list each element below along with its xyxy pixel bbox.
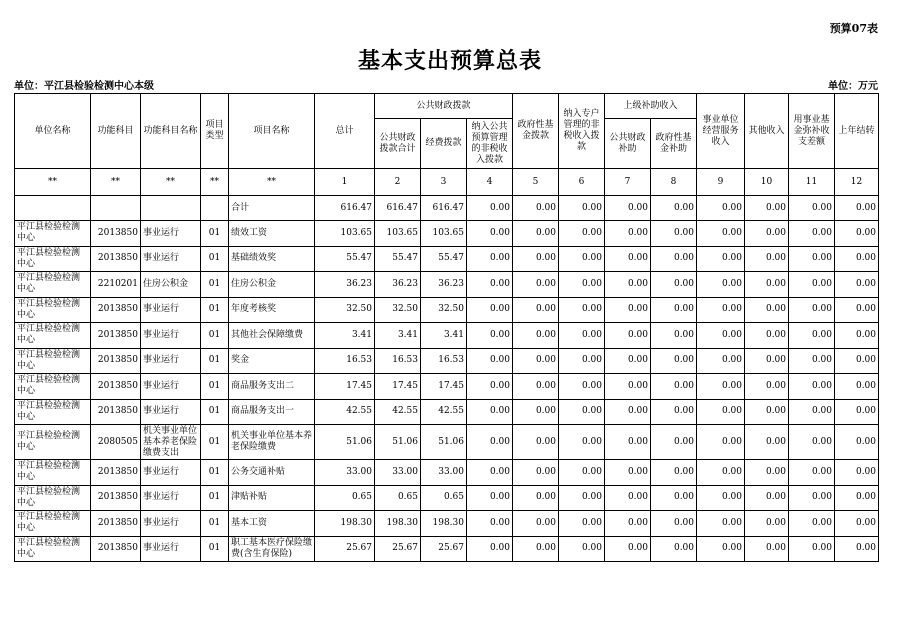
amount-cell: 55.47 [315, 246, 375, 272]
proj-type-cell: 01 [201, 221, 229, 247]
proj-type-cell: 01 [201, 399, 229, 425]
amount-cell: 0.00 [835, 246, 879, 272]
proj-name-cell: 津贴补贴 [229, 485, 315, 511]
amount-cell: 103.65 [375, 221, 421, 247]
amount-cell: 0.00 [835, 511, 879, 537]
table-row [15, 460, 879, 486]
amount-cell: 0.00 [513, 323, 559, 349]
amount-cell: 0.00 [467, 374, 513, 400]
amount-cell: 0.00 [835, 323, 879, 349]
amount-cell: 0.00 [651, 196, 697, 221]
amount-cell: 0.00 [697, 272, 745, 298]
index-cell: 5 [513, 169, 559, 196]
amount-cell: 0.00 [651, 297, 697, 323]
amount-cell: 0.00 [789, 323, 835, 349]
amount-cell: 0.00 [605, 272, 651, 298]
amount-cell: 0.00 [697, 297, 745, 323]
index-cell: ** [91, 169, 141, 196]
proj-type-cell: 01 [201, 297, 229, 323]
amount-cell: 42.55 [421, 399, 467, 425]
amount-cell: 0.00 [467, 399, 513, 425]
proj-name-cell: 商品服务支出二 [229, 374, 315, 400]
func-code-cell: 2013850 [91, 399, 141, 425]
proj-name-cell: 基础绩效奖 [229, 246, 315, 272]
func-code-cell: 2013850 [91, 323, 141, 349]
proj-type-cell: 01 [201, 323, 229, 349]
proj-name-cell: 商品服务支出一 [229, 399, 315, 425]
amount-cell: 0.00 [745, 221, 789, 247]
amount-cell: 3.41 [421, 323, 467, 349]
amount-cell: 0.00 [467, 196, 513, 221]
amount-cell: 0.00 [651, 536, 697, 562]
amount-cell: 36.23 [375, 272, 421, 298]
amount-cell: 51.06 [421, 425, 467, 460]
amount-cell: 0.00 [559, 374, 605, 400]
amount-cell: 0.00 [651, 348, 697, 374]
amount-cell: 0.00 [605, 221, 651, 247]
amount-cell: 0.00 [745, 297, 789, 323]
amount-cell: 17.45 [375, 374, 421, 400]
func-name-cell: 事业运行 [141, 536, 201, 562]
unit-name-cell: 平江县检验检测中心 [15, 323, 91, 349]
table-row [15, 348, 879, 374]
unit-name-cell: 平江县检验检测中心 [15, 399, 91, 425]
func-name-cell: 住房公积金 [141, 272, 201, 298]
amount-cell: 0.00 [651, 485, 697, 511]
amount-cell: 0.00 [697, 425, 745, 460]
amount-cell: 0.00 [697, 196, 745, 221]
amount-cell: 0.00 [467, 323, 513, 349]
func-code-cell: 2013850 [91, 221, 141, 247]
amount-cell: 0.00 [605, 196, 651, 221]
amount-cell: 0.00 [559, 511, 605, 537]
table-row [15, 536, 879, 562]
amount-cell: 0.00 [467, 485, 513, 511]
amount-cell: 0.00 [651, 246, 697, 272]
header-unit-name: 单位名称 [15, 94, 91, 169]
amount-cell: 0.00 [789, 511, 835, 537]
index-cell: 8 [651, 169, 697, 196]
proj-type-cell: 01 [201, 272, 229, 298]
proj-type-cell: 01 [201, 536, 229, 562]
unit-name-cell: 平江县检验检测中心 [15, 425, 91, 460]
index-cell: 1 [315, 169, 375, 196]
amount-cell: 0.00 [605, 323, 651, 349]
header-gov-fund: 政府性基金拨款 [513, 94, 559, 169]
amount-cell: 25.67 [315, 536, 375, 562]
amount-cell: 0.00 [835, 348, 879, 374]
func-code-cell: 2013850 [91, 536, 141, 562]
amount-cell: 0.00 [835, 485, 879, 511]
header-proj-name: 项目名称 [229, 94, 315, 169]
amount-cell: 25.67 [421, 536, 467, 562]
amount-cell: 0.00 [745, 323, 789, 349]
amount-cell: 0.00 [745, 399, 789, 425]
amount-cell: 0.00 [745, 348, 789, 374]
header-public-fin: 公共财政拨款 [375, 94, 513, 119]
proj-name-cell: 奖金 [229, 348, 315, 374]
amount-cell: 0.00 [789, 272, 835, 298]
amount-cell: 0.00 [651, 399, 697, 425]
amount-cell: 0.00 [559, 425, 605, 460]
func-code-cell: 2013850 [91, 460, 141, 486]
empty-cell [201, 196, 229, 221]
amount-cell: 0.00 [697, 536, 745, 562]
amount-cell: 0.00 [789, 297, 835, 323]
amount-cell: 0.00 [651, 221, 697, 247]
func-code-cell: 2013850 [91, 246, 141, 272]
func-name-cell: 事业运行 [141, 399, 201, 425]
amount-cell: 32.50 [315, 297, 375, 323]
func-name-cell: 事业运行 [141, 246, 201, 272]
unit-name-cell: 平江县检验检测中心 [15, 272, 91, 298]
amount-cell: 3.41 [375, 323, 421, 349]
amount-cell: 0.00 [513, 348, 559, 374]
header-non-tax-budget: 纳入公共预算管理的非税收入拨款 [467, 119, 513, 169]
amount-cell: 0.00 [835, 399, 879, 425]
index-cell: 3 [421, 169, 467, 196]
amount-cell: 0.00 [745, 272, 789, 298]
amount-cell: 0.00 [605, 425, 651, 460]
proj-type-cell: 01 [201, 485, 229, 511]
amount-cell: 0.65 [375, 485, 421, 511]
amount-cell: 0.00 [513, 297, 559, 323]
index-cell: ** [229, 169, 315, 196]
func-name-cell: 事业运行 [141, 374, 201, 400]
table-row [15, 221, 879, 247]
total-label: 合计 [229, 196, 315, 221]
amount-cell: 0.00 [467, 246, 513, 272]
amount-cell: 0.00 [697, 399, 745, 425]
empty-cell [141, 196, 201, 221]
header-func-code: 功能科目 [91, 94, 141, 169]
func-name-cell: 事业运行 [141, 348, 201, 374]
amount-cell: 0.00 [559, 460, 605, 486]
amount-cell: 0.00 [651, 511, 697, 537]
unit-name-cell: 平江县检验检测中心 [15, 221, 91, 247]
budget-table [14, 93, 879, 562]
unit-name-cell: 平江县检验检测中心 [15, 246, 91, 272]
amount-cell: 0.00 [835, 196, 879, 221]
amount-cell: 0.00 [789, 196, 835, 221]
total-row [15, 196, 879, 221]
amount-cell: 0.00 [789, 425, 835, 460]
proj-name-cell: 公务交通补贴 [229, 460, 315, 486]
proj-type-cell: 01 [201, 246, 229, 272]
amount-cell: 0.00 [605, 246, 651, 272]
index-cell: ** [201, 169, 229, 196]
amount-cell: 51.06 [375, 425, 421, 460]
amount-cell: 32.50 [375, 297, 421, 323]
amount-cell: 42.55 [315, 399, 375, 425]
amount-cell: 0.00 [745, 196, 789, 221]
proj-name-cell: 住房公积金 [229, 272, 315, 298]
amount-cell: 198.30 [315, 511, 375, 537]
header-business-fund: 用事业基金弥补收支差额 [789, 94, 835, 169]
func-code-cell: 2013850 [91, 297, 141, 323]
amount-cell: 0.00 [513, 246, 559, 272]
func-code-cell: 2013850 [91, 348, 141, 374]
header-business-income: 事业单位经营服务收入 [697, 94, 745, 169]
form-code: 预算07表 [829, 22, 878, 35]
table-row [15, 485, 879, 511]
amount-cell: 0.00 [651, 323, 697, 349]
proj-name-cell: 年度考核奖 [229, 297, 315, 323]
amount-cell: 0.00 [513, 425, 559, 460]
unit-name-cell: 平江县检验检测中心 [15, 348, 91, 374]
amount-cell: 33.00 [421, 460, 467, 486]
amount-cell: 0.00 [697, 485, 745, 511]
amount-cell: 33.00 [375, 460, 421, 486]
amount-cell: 55.47 [421, 246, 467, 272]
amount-cell: 0.00 [745, 485, 789, 511]
amount-cell: 0.00 [835, 221, 879, 247]
amount-cell: 0.00 [559, 221, 605, 247]
amount-cell: 17.45 [315, 374, 375, 400]
table-row [15, 425, 879, 460]
amount-cell: 0.65 [421, 485, 467, 511]
amount-cell: 33.00 [315, 460, 375, 486]
proj-type-cell: 01 [201, 374, 229, 400]
index-row [15, 169, 879, 196]
func-code-cell: 2013850 [91, 511, 141, 537]
func-name-cell: 事业运行 [141, 460, 201, 486]
amount-cell: 55.47 [375, 246, 421, 272]
amount-cell: 0.00 [513, 399, 559, 425]
func-name-cell: 事业运行 [141, 485, 201, 511]
header-gov-fund-subsidy: 政府性基金补助 [651, 119, 697, 169]
amount-cell: 0.00 [835, 272, 879, 298]
amount-cell: 0.00 [651, 425, 697, 460]
func-code-cell: 2013850 [91, 485, 141, 511]
amount-cell: 0.00 [513, 374, 559, 400]
header-funding: 经费拨款 [421, 119, 467, 169]
amount-cell: 0.00 [605, 536, 651, 562]
unit-label: 单位：平江县检验检测中心本级 [14, 81, 154, 92]
header-other-income: 其他收入 [745, 94, 789, 169]
amount-cell: 0.00 [513, 196, 559, 221]
func-name-cell: 事业运行 [141, 323, 201, 349]
currency-label: 单位：万元 [828, 81, 878, 92]
amount-cell: 3.41 [315, 323, 375, 349]
func-name-cell: 事业运行 [141, 221, 201, 247]
amount-cell: 0.00 [513, 536, 559, 562]
unit-name-cell: 平江县检验检测中心 [15, 511, 91, 537]
func-name-cell: 机关事业单位基本养老保险缴费支出 [141, 425, 201, 460]
amount-cell: 32.50 [421, 297, 467, 323]
amount-cell: 0.00 [651, 374, 697, 400]
proj-type-cell: 01 [201, 511, 229, 537]
amount-cell: 103.65 [315, 221, 375, 247]
header-carryover: 上年结转 [835, 94, 879, 169]
amount-cell: 0.00 [745, 374, 789, 400]
amount-cell: 16.53 [315, 348, 375, 374]
amount-cell: 0.00 [559, 348, 605, 374]
amount-cell: 17.45 [421, 374, 467, 400]
proj-name-cell: 其他社会保障缴费 [229, 323, 315, 349]
amount-cell: 0.00 [467, 297, 513, 323]
amount-cell: 0.00 [513, 485, 559, 511]
proj-name-cell: 职工基本医疗保险缴费(含生育保险) [229, 536, 315, 562]
header-func-name: 功能科目名称 [141, 94, 201, 169]
table-row [15, 374, 879, 400]
amount-cell: 0.00 [513, 511, 559, 537]
amount-cell: 0.00 [559, 323, 605, 349]
amount-cell: 0.00 [651, 460, 697, 486]
amount-cell: 0.00 [467, 511, 513, 537]
func-name-cell: 事业运行 [141, 511, 201, 537]
amount-cell: 0.00 [467, 348, 513, 374]
amount-cell: 0.00 [789, 348, 835, 374]
amount-cell: 198.30 [375, 511, 421, 537]
amount-cell: 0.00 [559, 196, 605, 221]
amount-cell: 0.00 [789, 374, 835, 400]
amount-cell: 616.47 [421, 196, 467, 221]
amount-cell: 0.00 [697, 323, 745, 349]
header-superior-subsidy: 上级补助收入 [605, 94, 697, 119]
amount-cell: 0.00 [789, 485, 835, 511]
amount-cell: 0.00 [697, 348, 745, 374]
page-title: 基本支出预算总表 [357, 48, 542, 74]
amount-cell: 16.53 [375, 348, 421, 374]
proj-type-cell: 01 [201, 425, 229, 460]
table-row [15, 246, 879, 272]
header-special-non-tax: 纳入专户管理的非税收入拨款 [559, 94, 605, 169]
amount-cell: 0.00 [605, 460, 651, 486]
func-name-cell: 事业运行 [141, 297, 201, 323]
proj-type-cell: 01 [201, 460, 229, 486]
amount-cell: 0.00 [605, 511, 651, 537]
amount-cell: 0.00 [835, 374, 879, 400]
amount-cell: 16.53 [421, 348, 467, 374]
amount-cell: 51.06 [315, 425, 375, 460]
index-cell: 12 [835, 169, 879, 196]
amount-cell: 0.00 [835, 425, 879, 460]
proj-name-cell: 基本工资 [229, 511, 315, 537]
amount-cell: 0.00 [559, 485, 605, 511]
table-row [15, 323, 879, 349]
index-cell: 10 [745, 169, 789, 196]
amount-cell: 0.00 [559, 272, 605, 298]
amount-cell: 616.47 [375, 196, 421, 221]
amount-cell: 0.00 [605, 374, 651, 400]
index-cell: ** [141, 169, 201, 196]
amount-cell: 0.00 [605, 485, 651, 511]
proj-name-cell: 机关事业单位基本养老保险缴费 [229, 425, 315, 460]
index-cell: 11 [789, 169, 835, 196]
amount-cell: 0.00 [467, 425, 513, 460]
amount-cell: 0.00 [467, 221, 513, 247]
amount-cell: 42.55 [375, 399, 421, 425]
func-code-cell: 2080505 [91, 425, 141, 460]
unit-name-cell: 平江县检验检测中心 [15, 374, 91, 400]
amount-cell: 0.00 [697, 221, 745, 247]
table-row [15, 272, 879, 298]
amount-cell: 0.00 [789, 399, 835, 425]
empty-cell [15, 196, 91, 221]
header-public-fin-subsidy: 公共财政补助 [605, 119, 651, 169]
table-row [15, 297, 879, 323]
amount-cell: 0.00 [835, 536, 879, 562]
amount-cell: 0.00 [697, 374, 745, 400]
amount-cell: 0.00 [789, 460, 835, 486]
index-cell: ** [15, 169, 91, 196]
amount-cell: 0.00 [559, 399, 605, 425]
amount-cell: 0.00 [559, 246, 605, 272]
amount-cell: 0.00 [789, 221, 835, 247]
amount-cell: 0.00 [745, 460, 789, 486]
amount-cell: 0.00 [745, 536, 789, 562]
amount-cell: 0.00 [605, 297, 651, 323]
index-cell: 9 [697, 169, 745, 196]
unit-name-cell: 平江县检验检测中心 [15, 460, 91, 486]
amount-cell: 0.00 [697, 460, 745, 486]
amount-cell: 0.00 [697, 246, 745, 272]
amount-cell: 0.00 [559, 297, 605, 323]
func-code-cell: 2210201 [91, 272, 141, 298]
func-code-cell: 2013850 [91, 374, 141, 400]
amount-cell: 616.47 [315, 196, 375, 221]
amount-cell: 103.65 [421, 221, 467, 247]
unit-name-cell: 平江县检验检测中心 [15, 485, 91, 511]
amount-cell: 0.00 [467, 460, 513, 486]
unit-name-cell: 平江县检验检测中心 [15, 297, 91, 323]
amount-cell: 0.00 [789, 536, 835, 562]
amount-cell: 0.00 [745, 511, 789, 537]
amount-cell: 0.00 [559, 536, 605, 562]
index-cell: 2 [375, 169, 421, 196]
table-row [15, 511, 879, 537]
amount-cell: 0.00 [513, 221, 559, 247]
header-total: 总计 [315, 94, 375, 169]
empty-cell [91, 196, 141, 221]
amount-cell: 0.00 [513, 272, 559, 298]
amount-cell: 36.23 [421, 272, 467, 298]
proj-name-cell: 绩效工资 [229, 221, 315, 247]
table-row [15, 399, 879, 425]
amount-cell: 0.00 [789, 246, 835, 272]
amount-cell: 0.00 [651, 272, 697, 298]
amount-cell: 0.00 [605, 348, 651, 374]
amount-cell: 25.67 [375, 536, 421, 562]
amount-cell: 0.00 [745, 246, 789, 272]
proj-type-cell: 01 [201, 348, 229, 374]
unit-name-cell: 平江县检验检测中心 [15, 536, 91, 562]
index-cell: 6 [559, 169, 605, 196]
index-cell: 7 [605, 169, 651, 196]
amount-cell: 36.23 [315, 272, 375, 298]
amount-cell: 0.00 [835, 460, 879, 486]
index-cell: 4 [467, 169, 513, 196]
amount-cell: 0.00 [745, 425, 789, 460]
amount-cell: 0.00 [467, 272, 513, 298]
amount-cell: 0.00 [605, 399, 651, 425]
header-public-fin-total: 公共财政拨款合计 [375, 119, 421, 169]
header-proj-type: 项目类型 [201, 94, 229, 169]
amount-cell: 0.00 [697, 511, 745, 537]
amount-cell: 0.00 [835, 297, 879, 323]
amount-cell: 0.65 [315, 485, 375, 511]
amount-cell: 0.00 [513, 460, 559, 486]
amount-cell: 198.30 [421, 511, 467, 537]
amount-cell: 0.00 [467, 536, 513, 562]
